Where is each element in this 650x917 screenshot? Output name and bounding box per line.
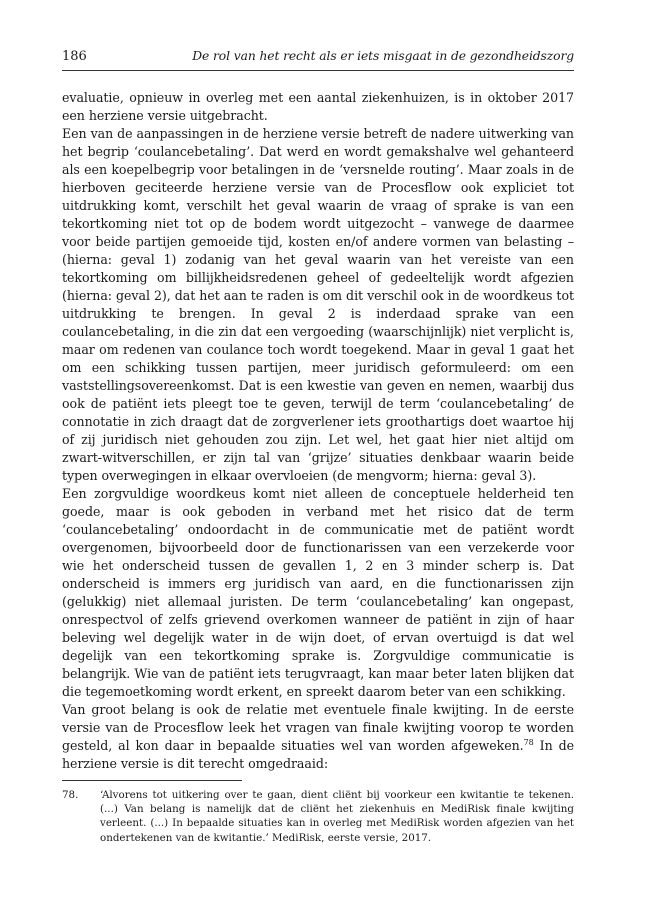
paragraph: Een van de aanpassingen in de herziene versie betreft de nadere uitwerking van het begrip ‘coulancebetaling’. Dat werd en wordt gemakshalve wel gehanteerd als een koepelbegrip voor betalingen in de ‘versnelde routing’. Maar zoals in de hierboven geciteerde herziene versie van de Procesflow ook expliciet tot uitdrukking komt, verschilt het geval waarin de vraag of sprake is van een tekortkoming niet tot op de bodem wordt uitgezocht – vanwege de daarmee voor beide partijen gemoeide tijd, kosten en/of andere vormen van belasting – (hierna: geval 1) zodanig van het geval waarin van het vereiste van een tekortkoming om billijkheidsredenen geheel of gedeeltelijk wordt afgezien (hierna: geval 2), dat het aan te raden is om dit verschil ook in de woordkeus tot uitdrukking te brengen. In geval 2 is inderdaad sprake van een coulancebetaling, in die zin dat een vergoeding (waarschijnlijk) niet verplicht is, maar om redenen van coulance toch wordt toegekend. Maar in geval 1 gaat het om een schikking tussen partijen, meer juridisch geformuleerd: om een vaststellingsovereenkomst. Dat is een kwestie van geven en nemen, waarbij dus ook de patiënt iets pleegt toe te geven, terwijl de term ‘coulancebetaling’ de connotatie in zich draagt dat de zorgverlener iets groothartigs doet waartoe hij of zij juridisch niet gehouden zou zijn. Let wel, het gaat hier niet altijd om zwart-witverschillen, er zijn tal van ‘grijze’ situaties denkbaar waarin beide typen overwegingen in elkaar overvloeien (de mengvorm; hierna: geval 3). (62, 126, 574, 483)
paragraph: evaluatie, opnieuw in overleg met een aantal ziekenhuizen, is in oktober 2017 een herziene versie uitgebracht. (62, 90, 574, 123)
paragraph-tail: In de herziene versie is dit terecht omgedraaid: (62, 738, 574, 771)
paragraph: Een zorgvuldige woordkeus komt niet alleen de conceptuele helderheid ten goede, maar is ook geboden in verband met het risico dat de term ‘coulancebetaling’ ondoordacht in de communicatie met de patiënt wordt overgenomen, bijvoorbeeld door de functionarissen van een verzekerde voor wie het onderscheid tussen de gevallen 1, 2 en 3 minder scherp is. Dat onderscheid is immers erg juridisch van aard, en die functionarissen zijn (gelukkig) niet allemaal juristen. De term ‘coulancebetaling’ kan ongepast, onrespectvol of zelfs grievend overkomen wanneer de patiënt in zijn of haar beleving wel degelijk water in de wijn doet, of ervan overtuigd is dat wel degelijk van een tekortkoming sprake is. Zorgvuldige communicatie is belangrijk. Wie van de patiënt iets terugvraagt, kan maar beter laten blijken dat die tegemoetkoming wordt erkent, en spreekt daarom beter van een schikking. (62, 486, 574, 699)
body-text (62, 89, 574, 773)
paragraph-with-footnote (62, 701, 574, 773)
page-number: 186 (62, 49, 87, 64)
footnote-number: 78. (62, 789, 79, 801)
footnote-reference[interactable]: 78 (523, 738, 534, 747)
header-rule (62, 70, 574, 71)
paragraph-text: Van groot belang is ook de relatie met eventuele finale kwijting. In de eerste versie van de Procesflow leek het vragen van finale kwijting voorop te worden gesteld, al kon daar in bepaalde situaties wel van worden afgeweken. (62, 702, 574, 753)
page-header (62, 49, 574, 67)
footnote (62, 788, 574, 845)
running-title: De rol van het recht als er iets misgaat in de gezondheidszorg (192, 49, 574, 63)
footnote-text: ‘Alvorens tot uitkering over te gaan, dient cliënt bij voorkeur een kwitantie te tekenen. (...) Van belang is namelijk dat de cliënt het ziekenhuis en MediRisk finale kwijting verleent. (...) In bepaalde situaties kan in overleg met MediRisk worden afgezien van het ondertekenen van de kwitantie.’ MediRisk, eerste versie, 2017. (100, 789, 574, 844)
footnote-rule (62, 780, 242, 781)
